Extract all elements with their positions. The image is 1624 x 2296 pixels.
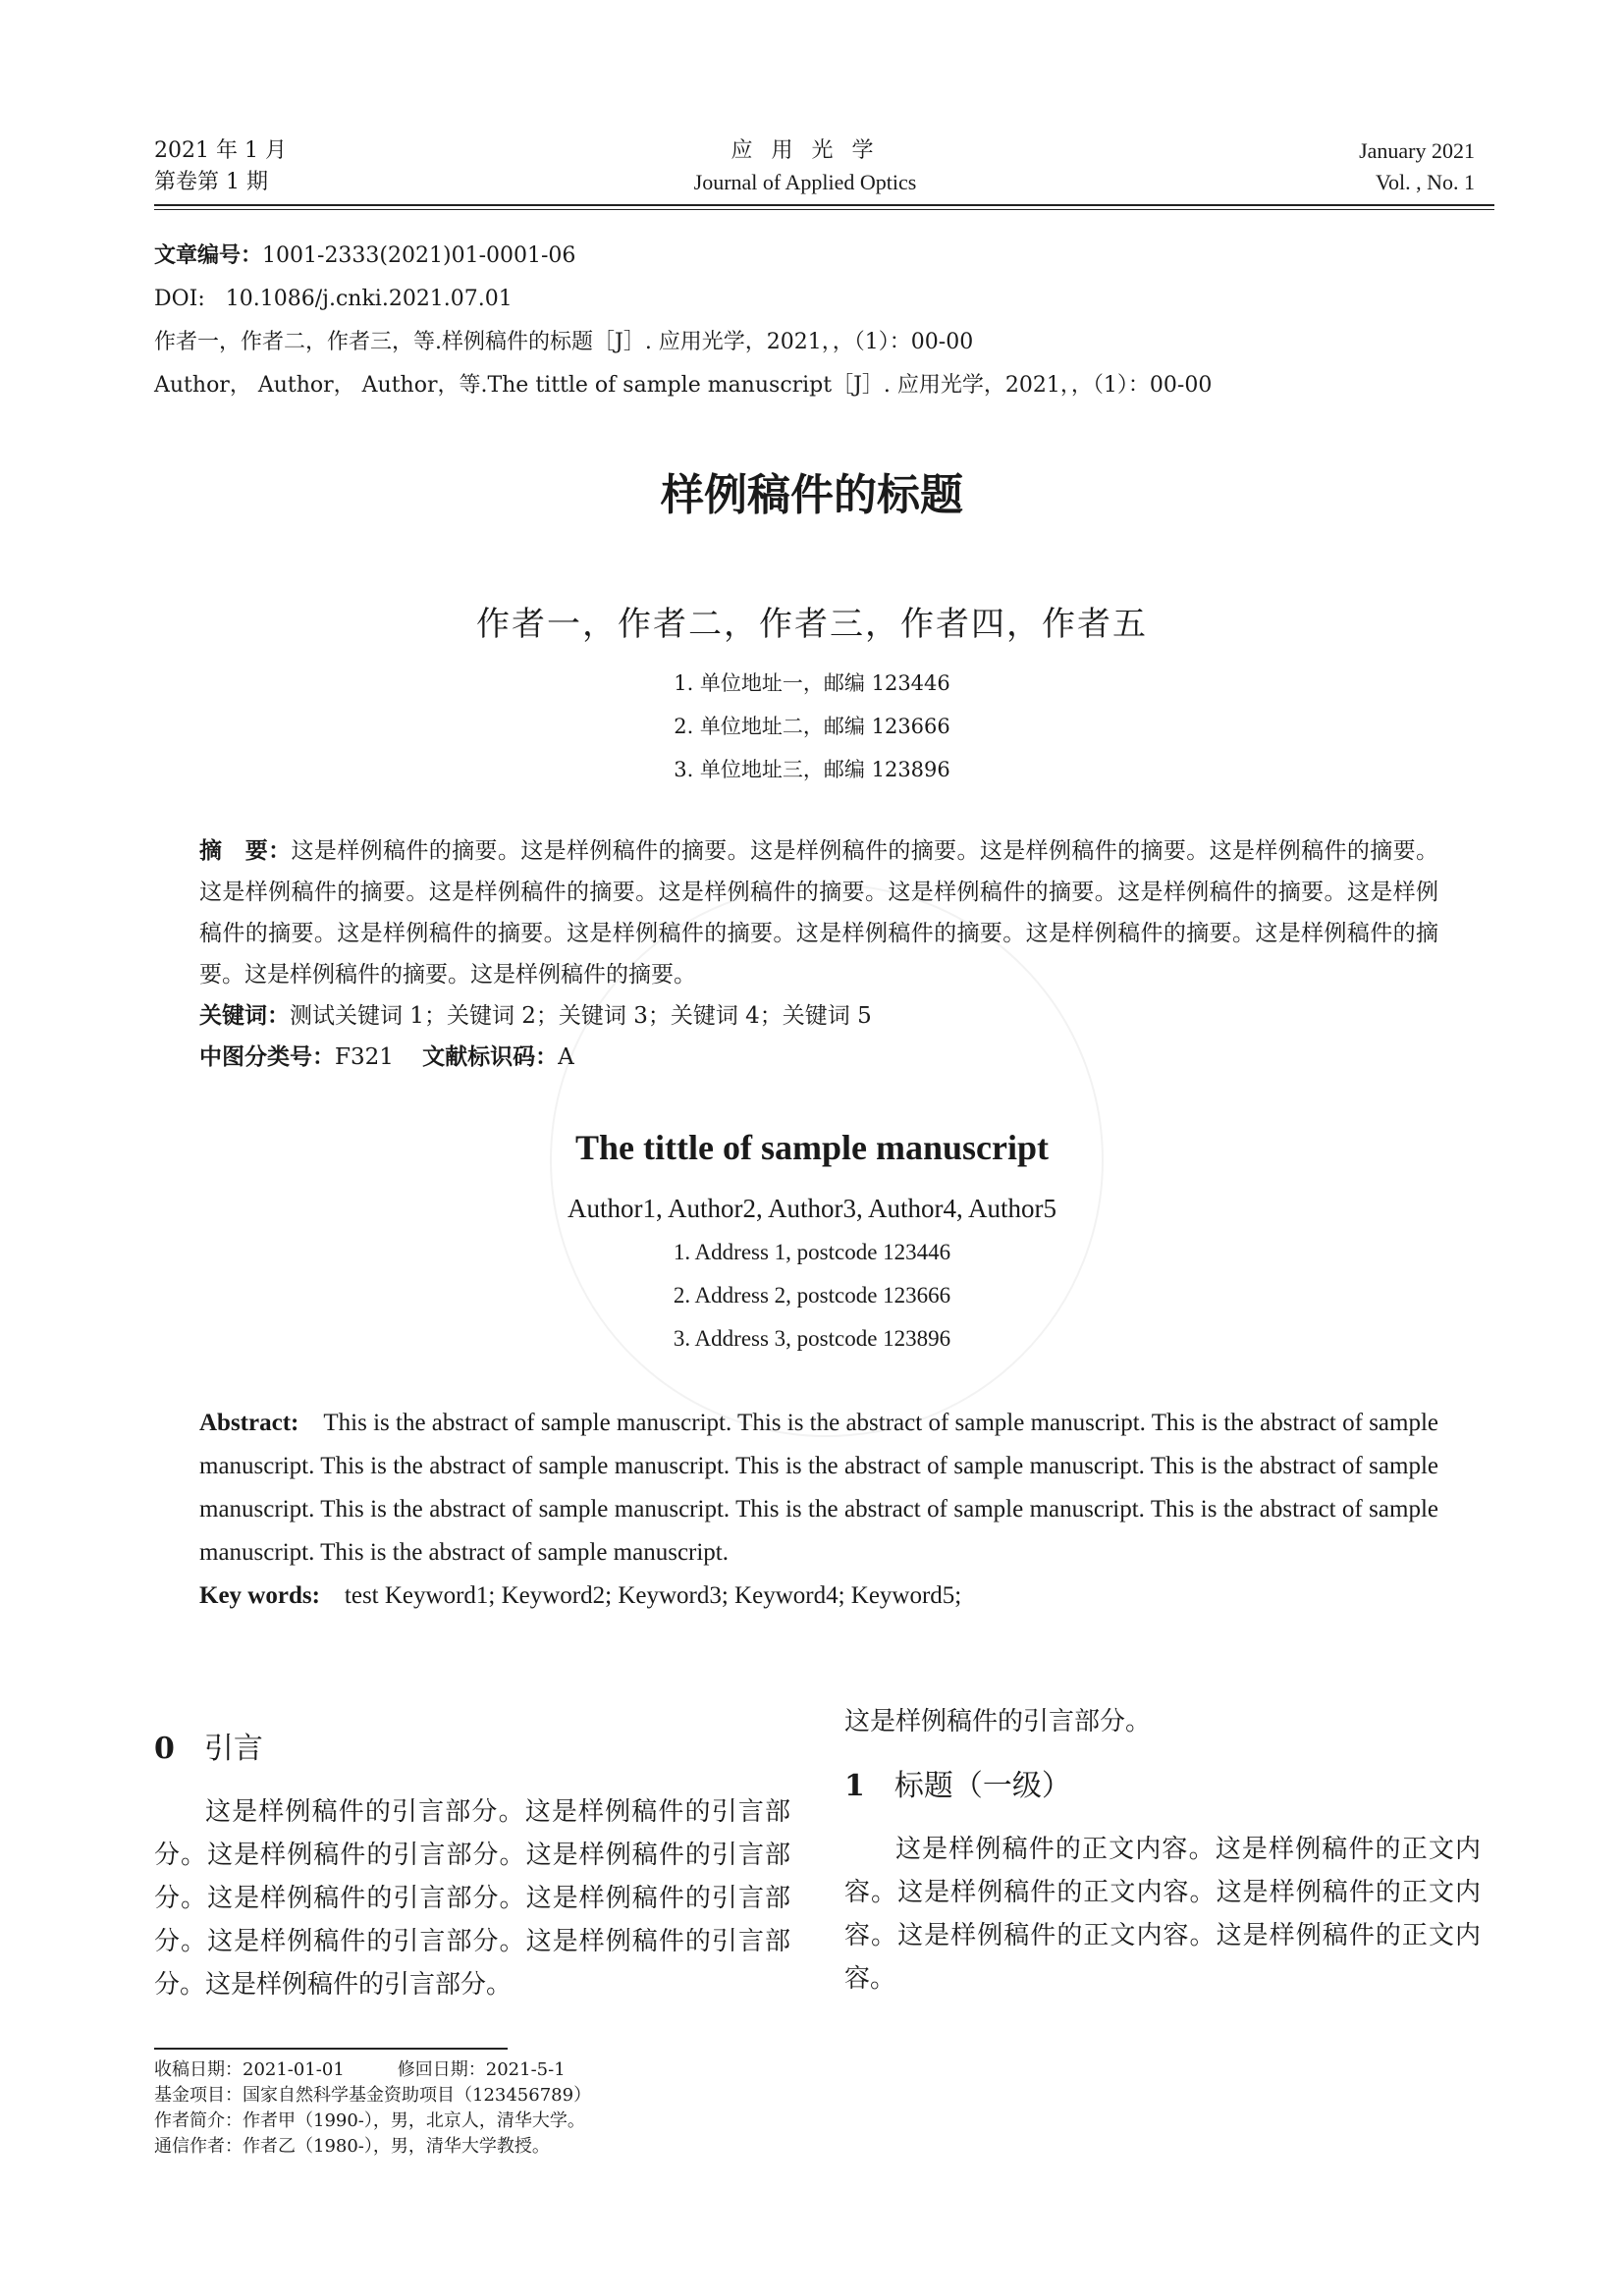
journal-name-cn: 应 用 光 学 [731, 138, 880, 163]
abstract-cn [199, 830, 1438, 1078]
address-cn-2: 2. 单位地址二，邮编 123666 [674, 715, 950, 738]
addresses-cn [0, 662, 1624, 791]
header-issue-cn: 第卷第 1 期 [154, 170, 268, 194]
section-0-heading: 0 引言 [154, 1732, 263, 1766]
citation-cn: 作者一，作者二，作者三，等.样例稿件的标题［J］. 应用光学，2021，，（1）：00-00 [154, 330, 974, 354]
classification-cn: 中图分类号：F321 文献标识码：A [199, 1044, 574, 1070]
citation-block [154, 234, 1212, 407]
header-rule [154, 204, 1494, 206]
footnote-corresponding: 通信作者：作者乙（1980-），男，清华大学教授。 [154, 2136, 550, 2157]
header-date-cn: 2021 年 1 月 [154, 138, 287, 163]
authors-cn: 作者一，作者二，作者三，作者四，作者五 [476, 605, 1148, 644]
footnote-bio: 作者简介：作者甲（1990-），男，北京人，清华大学。 [154, 2110, 585, 2131]
doi: DOI: 10.1086/j.cnki.2021.07.01 [154, 287, 513, 311]
header-center [511, 135, 1100, 198]
address-cn-1: 1. 单位地址一，邮编 123446 [674, 671, 950, 695]
header-issue-en: Vol. , No. 1 [1375, 170, 1475, 194]
address-en-3: 3. Address 3, postcode 123896 [673, 1326, 951, 1351]
footnote-fund: 基金项目：国家自然科学基金资助项目（123456789） [154, 2085, 592, 2106]
abstract-cn-text: 摘 要：这是样例稿件的摘要。这是样例稿件的摘要。这是样例稿件的摘要。这是样例稿件的摘要。这是样例稿件的摘要。这是样例稿件的摘要。这是样例稿件的摘要。这是样例稿件的摘要。这是样例稿件的摘要。这是样例稿件的摘要。这是样例稿件的摘要。这是样例稿件的摘要。这是样例稿件的摘要。这是样例稿件的摘要。这是样例稿件的摘要。这是样例稿件的摘要。这是样例稿件的摘要。这是样例稿件的摘要。 [199, 838, 1439, 988]
header-right [1161, 135, 1475, 198]
keywords-en: Key words: test Keyword1; Keyword2; Keyword3; Keyword4; Keyword5; [199, 1582, 962, 1609]
journal-name-en: Journal of Applied Optics [693, 170, 917, 194]
citation-en: Author， Author， Author，等.The tittle of sample manuscript［J］. 应用光学，2021，，（1）：00-00 [154, 373, 1213, 398]
column-left [154, 1720, 790, 2006]
authors-en: Author1, Author2, Author3, Author4, Author5 [568, 1194, 1056, 1223]
section-0-text: 这是样例稿件的引言部分。这是样例稿件的引言部分。这是样例稿件的引言部分。这是样例稿件的引言部分。这是样例稿件的引言部分。这是样例稿件的引言部分。这是样例稿件的引言部分。这是样例稿件的引言部分。这是样例稿件的引言部分。 [154, 1797, 790, 2000]
section-1-text: 这是样例稿件的正文内容。这是样例稿件的正文内容。这是样例稿件的正文内容。这是样例稿件的正文内容。这是样例稿件的正文内容。这是样例稿件的正文内容。 [844, 1835, 1481, 1994]
article-number: 文章编号：1001-2333(2021)01-0001-06 [154, 242, 576, 268]
section-1-heading: 1 标题（一级） [844, 1769, 1071, 1803]
title-en: The tittle of sample manuscript [575, 1128, 1049, 1167]
address-cn-3: 3. 单位地址三，邮编 123896 [674, 758, 950, 781]
keywords-cn: 关键词：测试关键词 1；关键词 2；关键词 3；关键词 4；关键词 5 [199, 1003, 872, 1029]
header-rule-thin [154, 209, 1494, 210]
address-en-1: 1. Address 1, postcode 123446 [673, 1240, 951, 1264]
header-left [154, 135, 287, 198]
footnote-rule [154, 2048, 508, 2050]
abstract-en [199, 1402, 1438, 1618]
address-en-2: 2. Address 2, postcode 123666 [673, 1283, 951, 1308]
section-0-continued: 这是样例稿件的引言部分。 [844, 1707, 1152, 1736]
header-date-en: January 2021 [1359, 138, 1475, 163]
footnotes [154, 2057, 591, 2160]
abstract-en-text: Abstract: This is the abstract of sample manuscript. This is the abstract of sample manuscript. This is the abstract of sample manuscript. This is the abstract of sample manuscript. This is the abstract of sample manuscript. This is the abstract of sample manuscript. This is the abstract of sample manuscript. This is the abstract of sample manuscript. This is the abstract of sample manuscript. This is the abstract of sample manuscript. [199, 1410, 1439, 1566]
column-right [844, 1700, 1481, 2001]
footnote-dates: 收稿日期：2021-01-01 修回日期：2021-5-1 [154, 2059, 566, 2080]
page-title: 样例稿件的标题 [661, 470, 963, 520]
addresses-en [0, 1231, 1624, 1361]
